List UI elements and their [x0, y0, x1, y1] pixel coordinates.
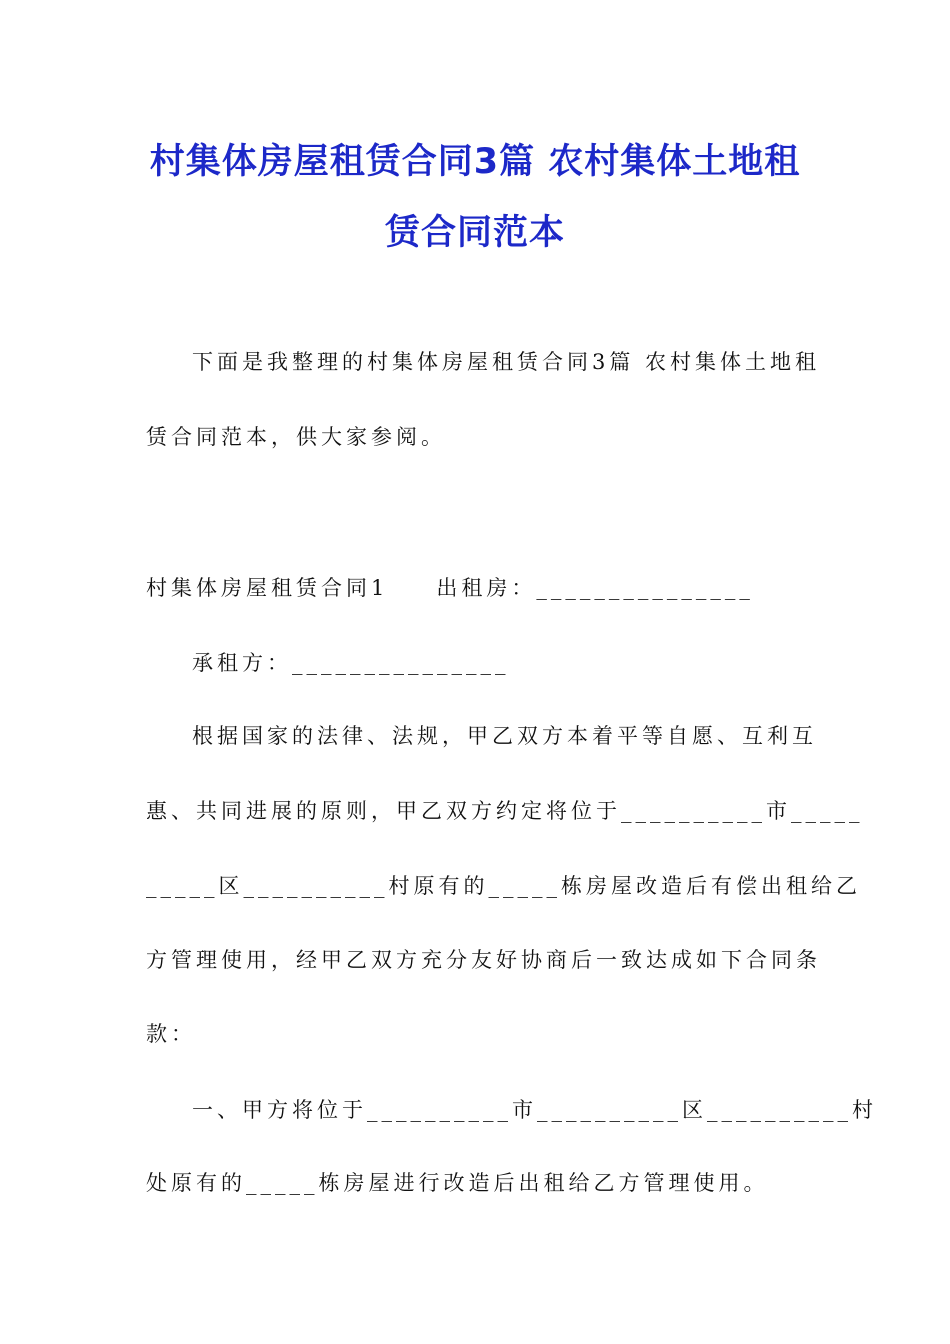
paragraph-line: 方管理使用，经甲乙双方充分友好协商后一致达成如下合同条	[146, 948, 821, 972]
paragraph-line: _____区__________村原有的_____栋房屋改造后有偿出租给乙	[146, 874, 861, 898]
clause-line: 处原有的_____栋房屋进行改造后出租给乙方管理使用。	[146, 1171, 769, 1195]
paragraph-line: 款：	[146, 1022, 196, 1046]
clause-line: 一、甲方将位于__________市__________区__________村	[192, 1098, 877, 1122]
intro-line-2: 赁合同范本，供大家参阅。	[146, 425, 446, 449]
paragraph-line: 根据国家的法律、法规，甲乙双方本着平等自愿、互利互	[192, 724, 817, 748]
contract-heading: 村集体房屋租赁合同1	[146, 576, 389, 600]
contract-heading-row	[146, 572, 754, 602]
document-title-line-2: 赁合同范本	[384, 213, 565, 253]
paragraph-line: 惠、共同进展的原则，甲乙双方约定将位于__________市_____	[146, 799, 864, 823]
document-title-line-1: 村集体房屋租赁合同3篇 农村集体土地租	[149, 142, 801, 182]
lessor-field: 出租房：_______________	[436, 576, 754, 600]
lessee-field: 承租方：_______________	[192, 651, 510, 675]
intro-line-1: 下面是我整理的村集体房屋租赁合同3篇 农村集体土地租	[192, 350, 821, 374]
